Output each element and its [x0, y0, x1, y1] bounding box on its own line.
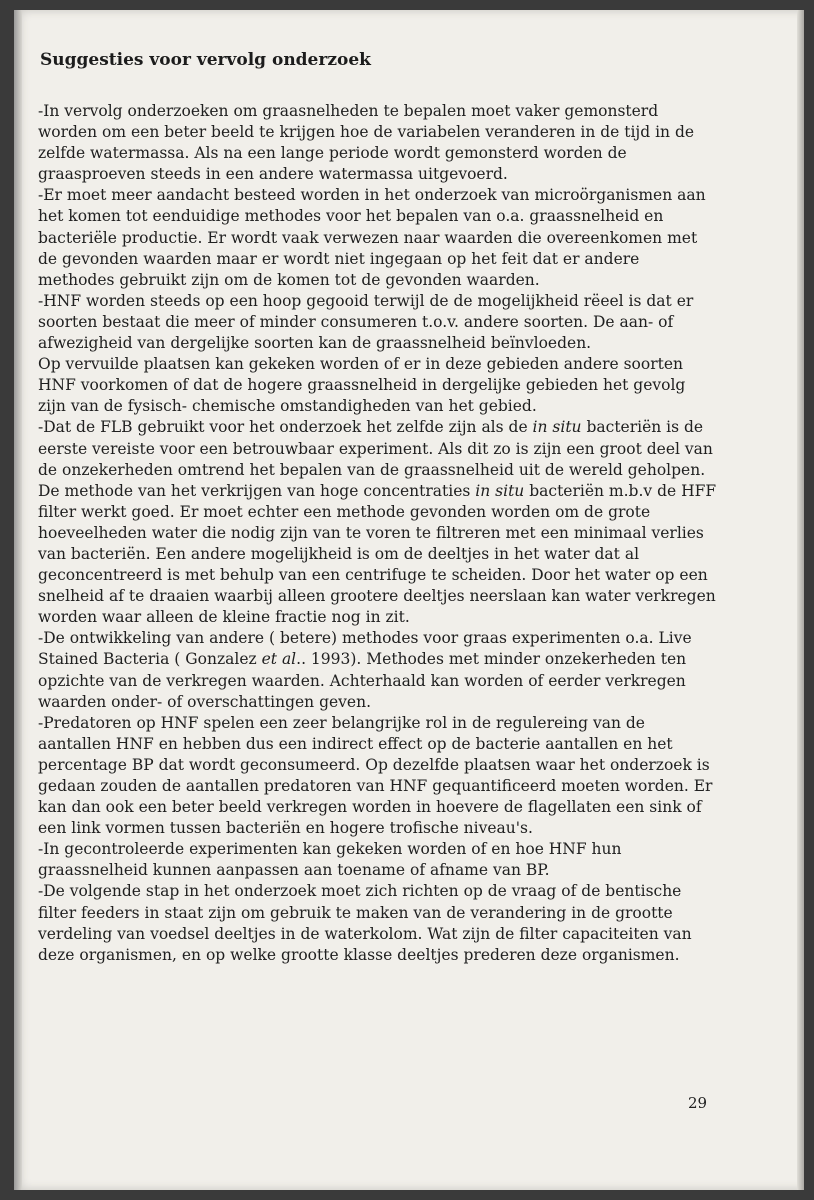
page-number: 29: [688, 1094, 708, 1112]
paragraph-controlled-experiments: -In gecontroleerde experimenten kan gekeken worden of en hoe HNF hun graassnelheid kunnen aanpassen aan toename of afname van BP.: [38, 840, 622, 880]
paragraph-predators: -Predatoren op HNF spelen een zeer belangrijke rol in de regulereing van de aantallen HNF en hebben dus een indirect effect op de bacterie aantallen en het percentage BP dat wordt geconsumeerd. Op dezelfde plaatsen waar het onderzoek is gedaan zouden de aantallen predatoren van HNF gequantificeerd moeten worden. Er kan dan ook een beter beeld verkregen worden in hoevere de flagellaten een sink of een link vormen tussen bacteriën en hogere trofische niveau's.: [38, 713, 713, 838]
text-run: .. 1993). Methodes met minder onzekerheden ten opzichte van de verkregen waarden. Achterhaald kan worden of eerder verkregen waarden onder- of overschattingen geven.: [38, 650, 687, 711]
paragraph-methods: -Er moet meer aandacht besteed worden in het onderzoek van microörganismen aan het komen tot eenduidige methodes voor het bepalen van o.a. graassnelheid en bacteriële productie. Er wordt vaak verwezen naar waarden die overeenkomen met de gevonden waarden maar er wordt niet ingegaan op het feit dat er andere methodes gebruikt zijn om de komen tot de gevonden waarden.: [38, 186, 706, 289]
paragraph-filter-feeders: -De volgende stap in het onderzoek moet zich richten op de vraag of de bentische filter feeders in staat zijn om gebruik te maken van de verandering in de grootte verdeling van voedsel deeltjes in de waterkolom. Wat zijn de filter capaciteiten van deze organismen, en op welke grootte klasse deeltjes prederen deze organismen.: [38, 882, 692, 964]
text-run: -De ontwikkeling van andere ( betere) methodes voor graas experimenten o.a. Live Stained Bacteria ( Gonzalez: [38, 629, 692, 669]
document-page: [14, 10, 804, 1190]
body-text: [38, 101, 718, 966]
paragraph-polluted-sites: Op vervuilde plaatsen kan gekeken worden of er in deze gebieden andere soorten HNF voorkomen of dat de hogere graassnelheid in dergelijke gebieden het gevolg zijn van de fysisch- chemische omstandigheden van het gebied.: [38, 355, 686, 416]
paragraph-flb: [38, 417, 718, 628]
paragraph-sampling: -In vervolg onderzoeken om graasnelheden te bepalen moet vaker gemonsterd worden om een beter beeld te krijgen hoe de variabelen veranderen in de tijd in de zelfde watermassa. Als na een lange periode wordt gemonsterd worden de graasproeven steeds in een andere watermassa uitgevoerd.: [38, 102, 695, 184]
italic-term: in situ: [532, 418, 582, 437]
page-edge: [797, 10, 804, 1190]
italic-term: in situ: [475, 481, 525, 500]
book-spine-shadow: [14, 10, 22, 1190]
paragraph-hnf-species: -HNF worden steeds op een hoop gegooid terwijl de de mogelijkheid rëeel is dat er soorten bestaat die meer of minder consumeren t.o.v. andere soorten. De aan- of afwezigheid van dergelijke soorten kan de graassnelheid beïnvloeden.: [38, 291, 694, 353]
section-title: Suggesties voor vervolg onderzoek: [40, 50, 371, 70]
text-run: bacteriën m.b.v de HFF filter werkt goed. Er moet echter een methode gevonden worden om de grote hoeveelheden water die nodig zijn van te voren te filtreren met een minimaal verlies van bacteriën. Een andere mogelijkheid is om de deeltjes in het water dat al geconcentreerd is met behulp van een centrifuge te scheiden. Door het water op een snelheid af te draaien waarbij alleen grootere deeltjes neerslaan kan water verkregen worden waar alleen de kleine fractie nog in zit.: [38, 481, 717, 627]
paragraph-new-methods: [38, 628, 718, 712]
italic-term: et al: [261, 650, 297, 669]
text-run: bacteriën is de eerste vereiste voor een betrouwbaar experiment. Als dit zo is zijn een groot deel van de onzekerheden omtrend het bepalen van de graassnelheid uit de wereld geholpen. De methode van het verkrijgen van hoge concentraties: [38, 418, 713, 500]
text-run: -Dat de FLB gebruikt voor het onderzoek het zelfde zijn als de: [38, 418, 533, 437]
